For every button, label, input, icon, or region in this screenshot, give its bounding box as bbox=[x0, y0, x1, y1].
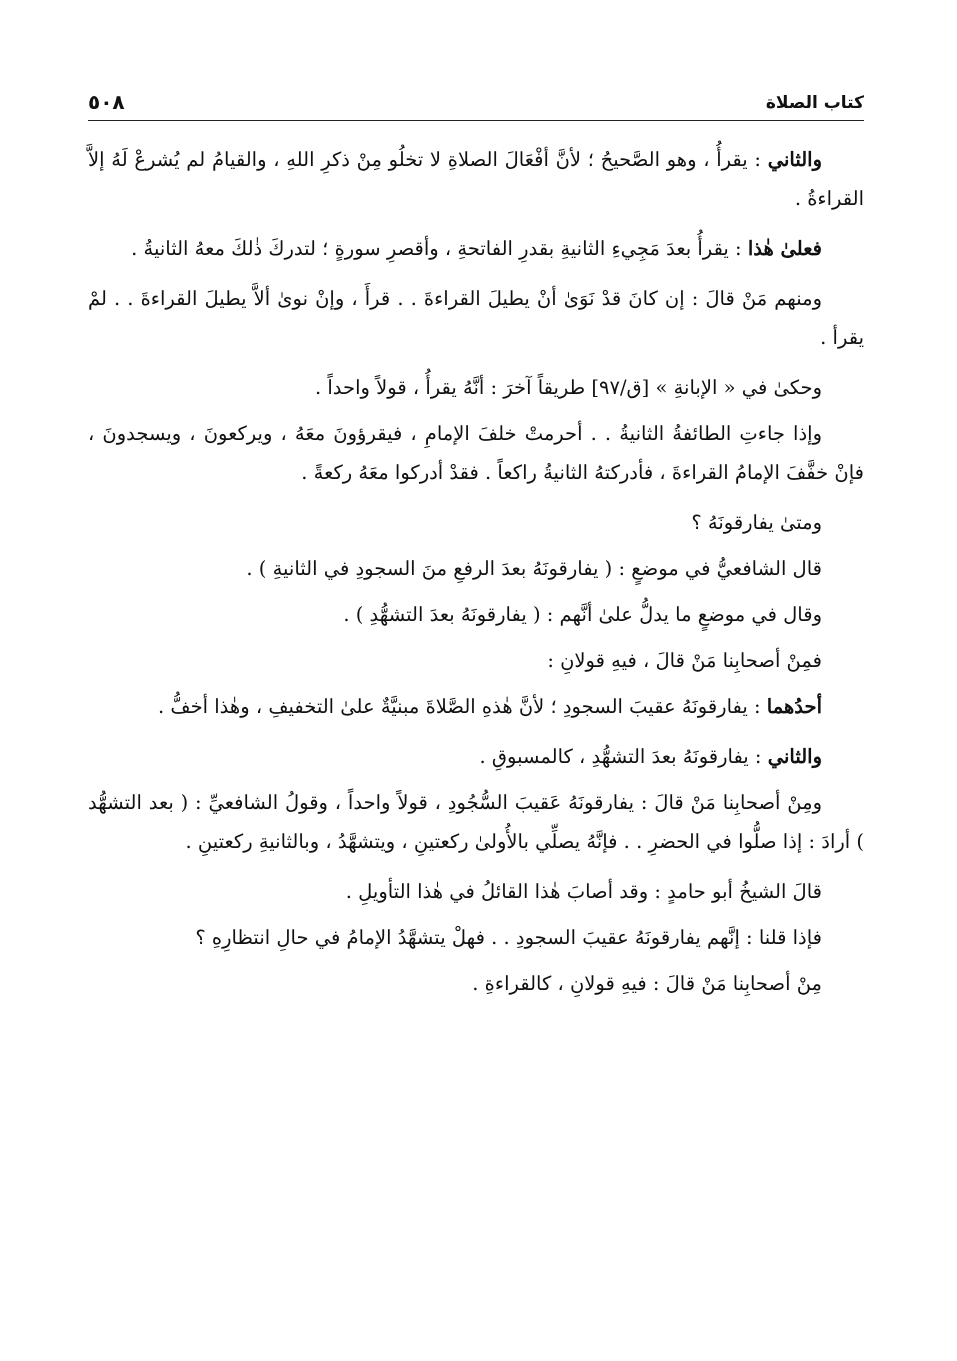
paragraph-text: : يفارقونَهُ عقيبَ السجودِ ؛ لأنَّ هٰذهِ الصَّلاةَ مبنيَّةٌ علىٰ التخفيفِ ، وهٰذا أخفُّ . bbox=[158, 695, 767, 718]
paragraph-text: وقال في موضعٍ ما يدلُّ علىٰ أنَّهم : ( يفارقونَهُ بعدَ التشهُّدِ ) . bbox=[343, 603, 822, 626]
paragraph-text: قال الشافعيُّ في موضعٍ : ( يفارقونَهُ بعدَ الرفعِ منَ السجودِ في الثانيةِ ) . bbox=[246, 557, 822, 580]
paragraph-lead: والثاني bbox=[767, 745, 822, 768]
paragraph-text: وإذا جاءتِ الطائفةُ الثانيةُ . . أحرمتْ خلفَ الإمامِ ، فيقرؤونَ معَهُ ، ويركعونَ ، ويسجدونَ ، فإنْ خفَّفَ الإمامُ القراءةَ ، فأدركتهُ الثانيةُ راكعاً . فقدْ أدركوا معَهُ ركعةً . bbox=[88, 422, 864, 484]
paragraph-text: فإذا قلنا : إنَّهم يفارقونَهُ عقيبَ السجودِ . . فهلْ يتشهَّدُ الإمامُ في حالِ انتظارِهِ ؟ bbox=[195, 926, 822, 949]
paragraph-text: ومِنْ أصحابِنا مَنْ قالَ : يفارقونَهُ عَقيبَ السُّجُودِ ، قولاً واحداً ، وقولُ الشافعيِّ : ( بعد التشهُّد ) أرادَ : إذا صلُّوا في الحضرِ . . فإنَّهُ يصلِّي بالأُولىٰ ركعتينِ ، ويتشهَّدُ ، وبالثانيةِ ركعتينِ . bbox=[88, 791, 864, 853]
book-page bbox=[88, 0, 864, 1361]
paragraph-lead: أحدُهما bbox=[766, 695, 822, 718]
paragraph-text: : يفارقونَهُ بعدَ التشهُّدِ ، كالمسبوقِ . bbox=[479, 745, 768, 768]
paragraph bbox=[88, 918, 864, 957]
paragraph-text: فمِنْ أصحابِنا مَنْ قالَ ، فيهِ قولانِ : bbox=[547, 649, 822, 672]
paragraph bbox=[88, 783, 864, 861]
paragraph bbox=[88, 503, 864, 542]
paragraph-text: : يقرأُ بعدَ مَجِيءِ الثانيةِ بقدرِ الفاتحةِ ، وأقصرِ سورةٍ ؛ لتدركَ ذٰلكَ معهُ الثانيةُ . bbox=[131, 237, 748, 260]
paragraph bbox=[88, 872, 864, 911]
body-text bbox=[88, 140, 864, 1010]
running-title: كتاب الصلاة bbox=[765, 93, 864, 113]
paragraph-text: قالَ الشيخُ أبو حامدٍ : وقد أصابَ هٰذا القائلُ في هٰذا التأويلِ . bbox=[345, 880, 822, 903]
paragraph-text: وحكىٰ في « الإبانةِ » [ق/٩٧] طريقاً آخرَ : أنَّهُ يقرأُ ، قولاً واحداً . bbox=[314, 376, 822, 399]
paragraph bbox=[88, 140, 864, 218]
paragraph bbox=[88, 687, 864, 726]
paragraph bbox=[88, 737, 864, 776]
paragraph-lead: فعلىٰ هٰذا bbox=[747, 237, 822, 260]
paragraph-lead: والثاني bbox=[767, 148, 822, 171]
paragraph bbox=[88, 549, 864, 588]
page-number: ٥٠٨ bbox=[88, 90, 125, 114]
paragraph-text: : يقرأُ ، وهو الصَّحيحُ ؛ لأنَّ أفْعَالَ الصلاةِ لا تخلُو مِنْ ذكرِ اللهِ ، والقيامُ لم يُشرعْ لَهُ إلاَّ القراءةُ . bbox=[88, 148, 864, 210]
paragraph bbox=[88, 368, 864, 407]
paragraph-text: مِنْ أصحابِنا مَنْ قالَ : فيهِ قولانِ ، كالقراءةِ . bbox=[472, 972, 822, 995]
paragraph bbox=[88, 229, 864, 268]
paragraph bbox=[88, 414, 864, 492]
paragraph bbox=[88, 964, 864, 1003]
paragraph bbox=[88, 641, 864, 680]
paragraph bbox=[88, 279, 864, 357]
paragraph-text: ومتىٰ يفارقونَهُ ؟ bbox=[691, 511, 822, 534]
paragraph-text: ومنهم مَنْ قالَ : إن كانَ قدْ نَوَىٰ أنْ يطيلَ القراءةَ . . قرأَ ، وإنْ نوىٰ ألاَّ يطيلَ القراءةَ . . لمْ يقرأ . bbox=[88, 287, 864, 349]
running-header bbox=[88, 86, 864, 121]
paragraph bbox=[88, 595, 864, 634]
